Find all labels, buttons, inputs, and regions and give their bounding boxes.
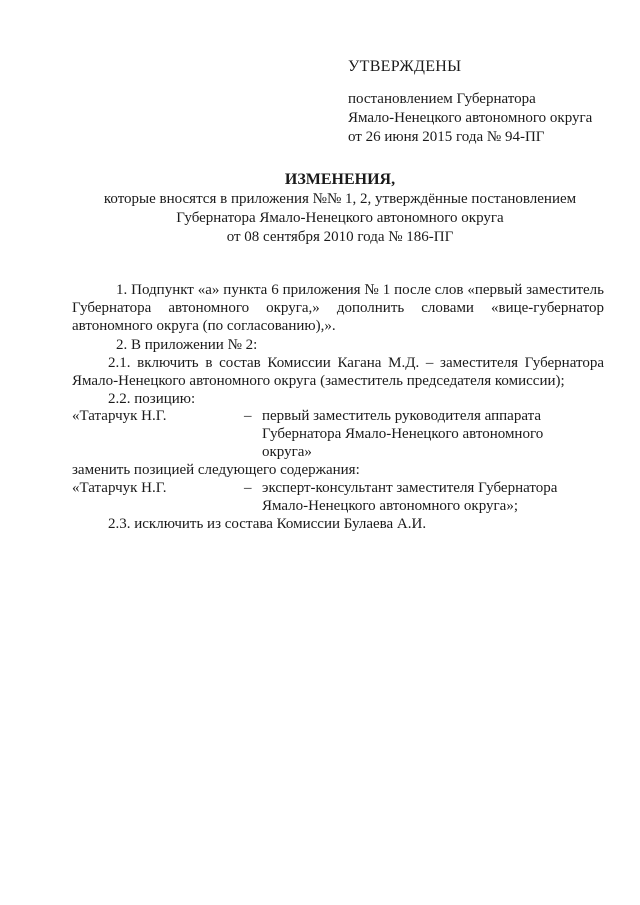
approval-line-3: от 26 июня 2015 года № 94-ПГ — [348, 129, 545, 145]
title-subline-2: Губернатора Ямало-Ненецкого автономного округа — [176, 210, 504, 226]
paragraph-1-line-1: 1. Подпункт «а» пункта 6 приложения № 1 после слов «первый заместитель — [116, 282, 604, 298]
position-2-desc-line-1: эксперт-консультант заместителя Губернатора — [262, 480, 558, 496]
position-2-dash: – — [244, 480, 252, 496]
position-2-desc-line-2: Ямало-Ненецкого автономного округа»; — [262, 498, 519, 514]
replace-text: заменить позицией следующего содержания: — [72, 462, 360, 478]
item-2-1-line-1: 2.1. включить в состав Комиссии Кагана М.Д. – заместителя Губернатора — [108, 355, 604, 371]
title-subline-3: от 08 сентября 2010 года № 186-ПГ — [226, 229, 454, 245]
position-1-dash: – — [244, 408, 252, 424]
approval-line-2: Ямало-Ненецкого автономного округа — [348, 110, 593, 126]
item-2-3: 2.3. исключить из состава Комиссии Булаева А.И. — [108, 516, 427, 532]
position-1-desc-line-2: Губернатора Ямало-Ненецкого автономного — [262, 426, 544, 442]
position-2-name: «Татарчук Н.Г. — [72, 480, 167, 496]
paragraph-1-line-3: автономного округа (по согласованию),». — [72, 318, 336, 334]
title-subline-1: которые вносятся в приложения №№ 1, 2, утверждённые постановлением — [103, 191, 577, 207]
position-1-desc-line-3: округа» — [262, 444, 312, 460]
approval-title: УТВЕРЖДЕНЫ — [348, 58, 462, 75]
document-title: ИЗМЕНЕНИЯ, — [284, 171, 396, 188]
paragraph-1-line-2: Губернатора автономного округа,» дополнить словами «вице-губернатор — [72, 300, 604, 316]
position-1-name: «Татарчук Н.Г. — [72, 408, 167, 424]
position-1-desc-line-1: первый заместитель руководителя аппарата — [262, 408, 541, 424]
paragraph-2: 2. В приложении № 2: — [116, 337, 258, 353]
item-2-2: 2.2. позицию: — [108, 391, 196, 407]
approval-line-1: постановлением Губернатора — [348, 91, 536, 107]
item-2-1-line-2: Ямало-Ненецкого автономного округа (заместитель председателя комиссии); — [72, 373, 565, 389]
